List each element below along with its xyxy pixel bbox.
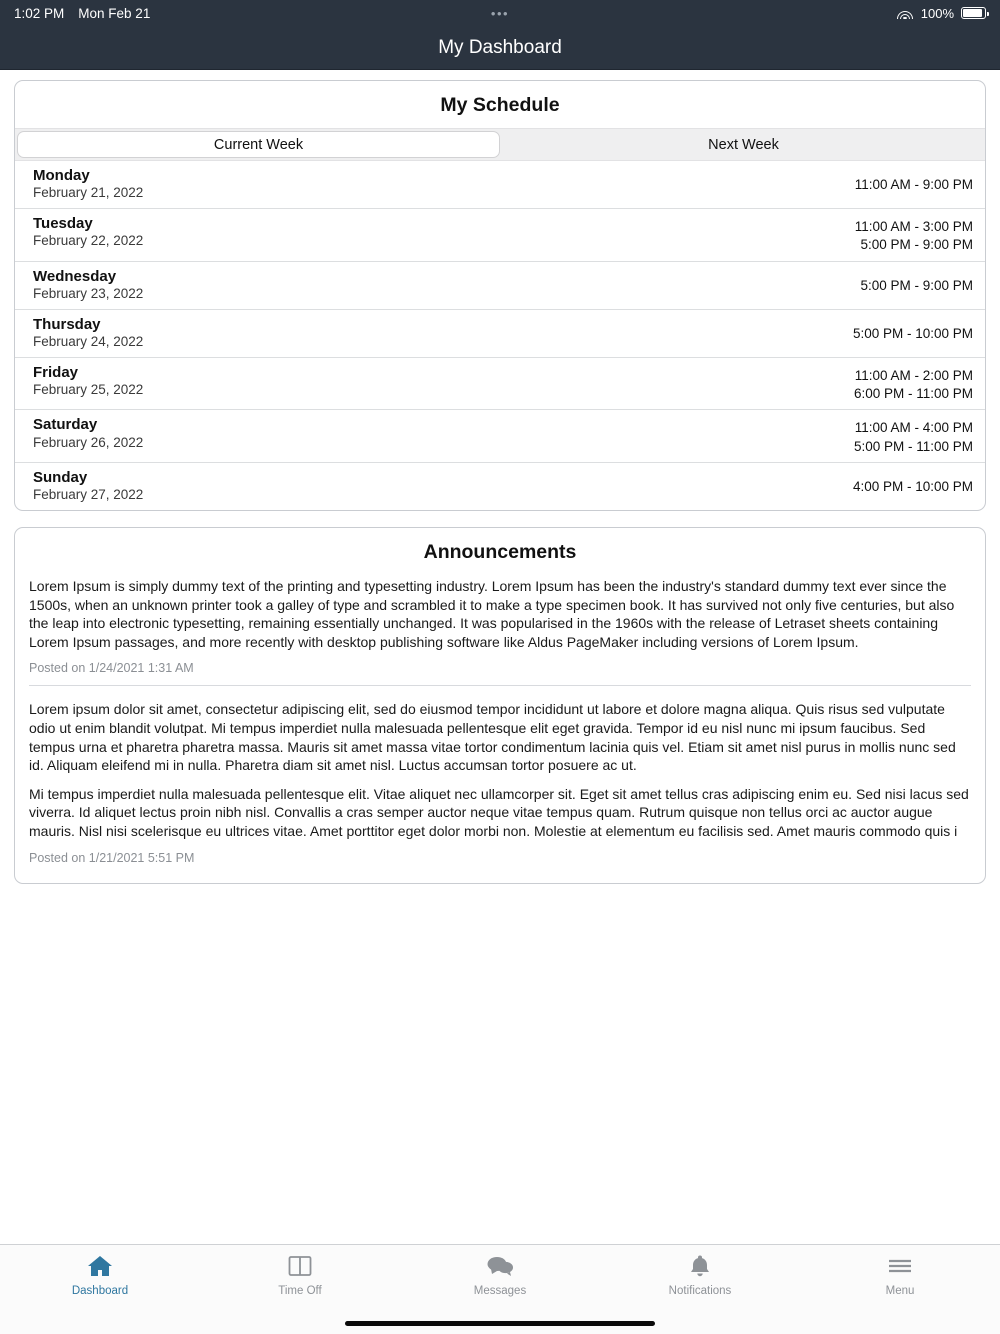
schedule-date: February 27, 2022 xyxy=(33,487,144,503)
tab-dashboard-label: Dashboard xyxy=(71,1285,129,1297)
schedule-times xyxy=(860,268,973,295)
tab-notifications[interactable] xyxy=(600,1251,800,1297)
schedule-card xyxy=(14,80,986,511)
list-item[interactable] xyxy=(29,575,971,675)
table-row[interactable] xyxy=(15,358,985,410)
schedule-time: 5:00 PM - 10:00 PM xyxy=(852,325,973,341)
status-date: Mon Feb 21 xyxy=(78,5,151,21)
schedule-date: February 24, 2022 xyxy=(33,334,144,350)
announcement-text: Lorem Ipsum is simply dummy text of the printing and typesetting industry. Lorem Ipsum has been the industry's standard dummy text ever since the 1500s, when an unknown printer took a galley of type and scrambled it to make a type specimen book. It has survived not only five centuries, but also the leap into electronic typesetting, remaining essentially unchanged. It was popularised in the 1960s with the release of Letraset sheets containing Lorem Ipsum passages, and more recently with desktop publishing software like Aldus PageMaker including versions of Lorem Ipsum. xyxy=(29,578,955,650)
week-segmented-control[interactable] xyxy=(15,128,985,161)
main-content xyxy=(0,70,1000,1244)
schedule-time: 5:00 PM - 9:00 PM xyxy=(860,277,973,293)
home-indicator-area xyxy=(0,1312,1000,1334)
schedule-times xyxy=(853,316,973,343)
announcements-list xyxy=(15,575,985,883)
more-dots-icon: ••• xyxy=(490,5,510,21)
schedule-date: February 26, 2022 xyxy=(33,434,144,450)
announcements-card xyxy=(14,527,986,884)
tab-menu-label: Menu xyxy=(885,1285,915,1297)
announcement-posted: Posted on 1/21/2021 5:51 PM xyxy=(29,850,195,865)
chat-bubbles-icon xyxy=(486,1251,514,1281)
status-bar xyxy=(0,0,1000,26)
schedule-date: February 22, 2022 xyxy=(33,233,144,249)
announcement-text: Mi tempus imperdiet nulla malesuada pellentesque elit. Vitae aliquet nec ullamcorper sit. Eget sit amet tellus cras adipiscing enim eu. Sed nisi lacus sed viverra. Id aliquet lectus proin nibh nisl. Convallis a cras semper auctor neque vitae tempus quam. Rutrum quisque non tellus orci ac auctor augue mauris. Nisl nisi scelerisque eu ultrices vitae. Amet porttitor eget dolor morbi non. Molestie at elementum eu facilisis sed. Amet mauris commodo quis i xyxy=(29,785,969,840)
schedule-time: 11:00 AM - 9:00 PM xyxy=(854,177,973,192)
tab-notifications-label: Notifications xyxy=(668,1285,732,1297)
schedule-day-block xyxy=(33,316,143,351)
schedule-times xyxy=(855,167,973,194)
table-row[interactable] xyxy=(15,410,985,462)
table-row[interactable] xyxy=(15,161,985,209)
schedule-date: February 21, 2022 xyxy=(33,185,144,201)
status-time: 1:02 PM xyxy=(14,5,65,21)
schedule-day: Saturday xyxy=(33,416,98,434)
schedule-day-block xyxy=(33,364,143,399)
schedule-title: My Schedule xyxy=(440,94,560,116)
schedule-time: 6:00 PM - 11:00 PM xyxy=(853,386,973,402)
status-bar-left xyxy=(14,6,150,21)
schedule-date: February 23, 2022 xyxy=(33,285,144,301)
tab-current-week[interactable]: Current Week xyxy=(17,131,500,158)
tab-time-off-label: Time Off xyxy=(278,1285,322,1297)
status-bar-right xyxy=(897,6,986,21)
hamburger-icon xyxy=(887,1251,913,1281)
table-row[interactable] xyxy=(15,209,985,261)
schedule-day-block xyxy=(33,416,143,451)
schedule-time: 4:00 PM - 10:00 PM xyxy=(852,478,973,494)
schedule-times xyxy=(854,364,973,403)
wifi-icon xyxy=(897,7,914,19)
schedule-day-block xyxy=(33,469,143,504)
schedule-time: 11:00 AM - 4:00 PM xyxy=(854,420,973,436)
page-title: My Dashboard xyxy=(438,36,562,58)
schedule-time: 5:00 PM - 11:00 PM xyxy=(853,438,973,454)
schedule-time: 5:00 PM - 9:00 PM xyxy=(860,237,973,253)
announcement-posted: Posted on 1/24/2021 1:31 AM xyxy=(29,661,194,676)
schedule-day-block xyxy=(33,167,143,202)
tab-menu[interactable] xyxy=(800,1251,1000,1297)
table-row[interactable] xyxy=(15,310,985,358)
schedule-times xyxy=(855,215,973,254)
announcements-title: Announcements xyxy=(423,541,577,563)
schedule-times xyxy=(853,469,973,496)
table-row[interactable] xyxy=(15,262,985,310)
battery-full-icon xyxy=(961,7,986,19)
bell-icon xyxy=(689,1251,711,1281)
schedule-day: Tuesday xyxy=(33,215,93,233)
tab-next-week[interactable]: Next Week xyxy=(502,129,985,160)
announcement-text: Lorem ipsum dolor sit amet, consectetur adipiscing elit, sed do eiusmod tempor incididunt ut labore et dolore magna aliqua. Quis risus sed vulputate odio ut enim blandit volutpat. Mi tempus imperdiet nulla malesuada pellentesque elit eget gravida. Tempor id eu nisl nunc mi ipsum faucibus. Sed tempus urna et pharetra pharetra massa. Mauris sit amet massa vitae tortor condimentum lacinia quis vel. Etiam sit amet nisl purus in mollis nunc sed id. Aliquam eleifend mi in nulla. Pharetra diam sit amet nisl. Luctus accumsan tortor posuere ac ut. xyxy=(29,701,956,774)
schedule-day: Thursday xyxy=(33,315,101,333)
list-item[interactable] xyxy=(29,698,971,864)
tab-bar xyxy=(0,1244,1000,1312)
schedule-times xyxy=(854,416,973,455)
schedule-day: Monday xyxy=(33,167,90,184)
schedule-time: 11:00 AM - 3:00 PM xyxy=(854,219,973,235)
divider xyxy=(29,685,971,686)
tab-time-off[interactable] xyxy=(200,1251,400,1297)
schedule-day-block xyxy=(33,215,143,250)
schedule-day: Friday xyxy=(33,363,79,381)
table-row[interactable] xyxy=(15,463,985,510)
tab-messages[interactable] xyxy=(400,1251,600,1297)
schedule-day: Sunday xyxy=(33,468,88,486)
schedule-time: 11:00 AM - 2:00 PM xyxy=(854,367,973,383)
schedule-day-block xyxy=(33,268,143,303)
navigation-bar xyxy=(0,26,1000,70)
battery-percent-label: 100% xyxy=(920,5,954,21)
home-icon xyxy=(87,1251,113,1281)
home-indicator[interactable] xyxy=(345,1321,655,1326)
book-icon xyxy=(287,1251,313,1281)
tab-dashboard[interactable] xyxy=(0,1251,200,1297)
schedule-date: February 25, 2022 xyxy=(33,382,144,398)
tab-messages-label: Messages xyxy=(473,1285,527,1297)
schedule-day: Wednesday xyxy=(33,267,117,285)
